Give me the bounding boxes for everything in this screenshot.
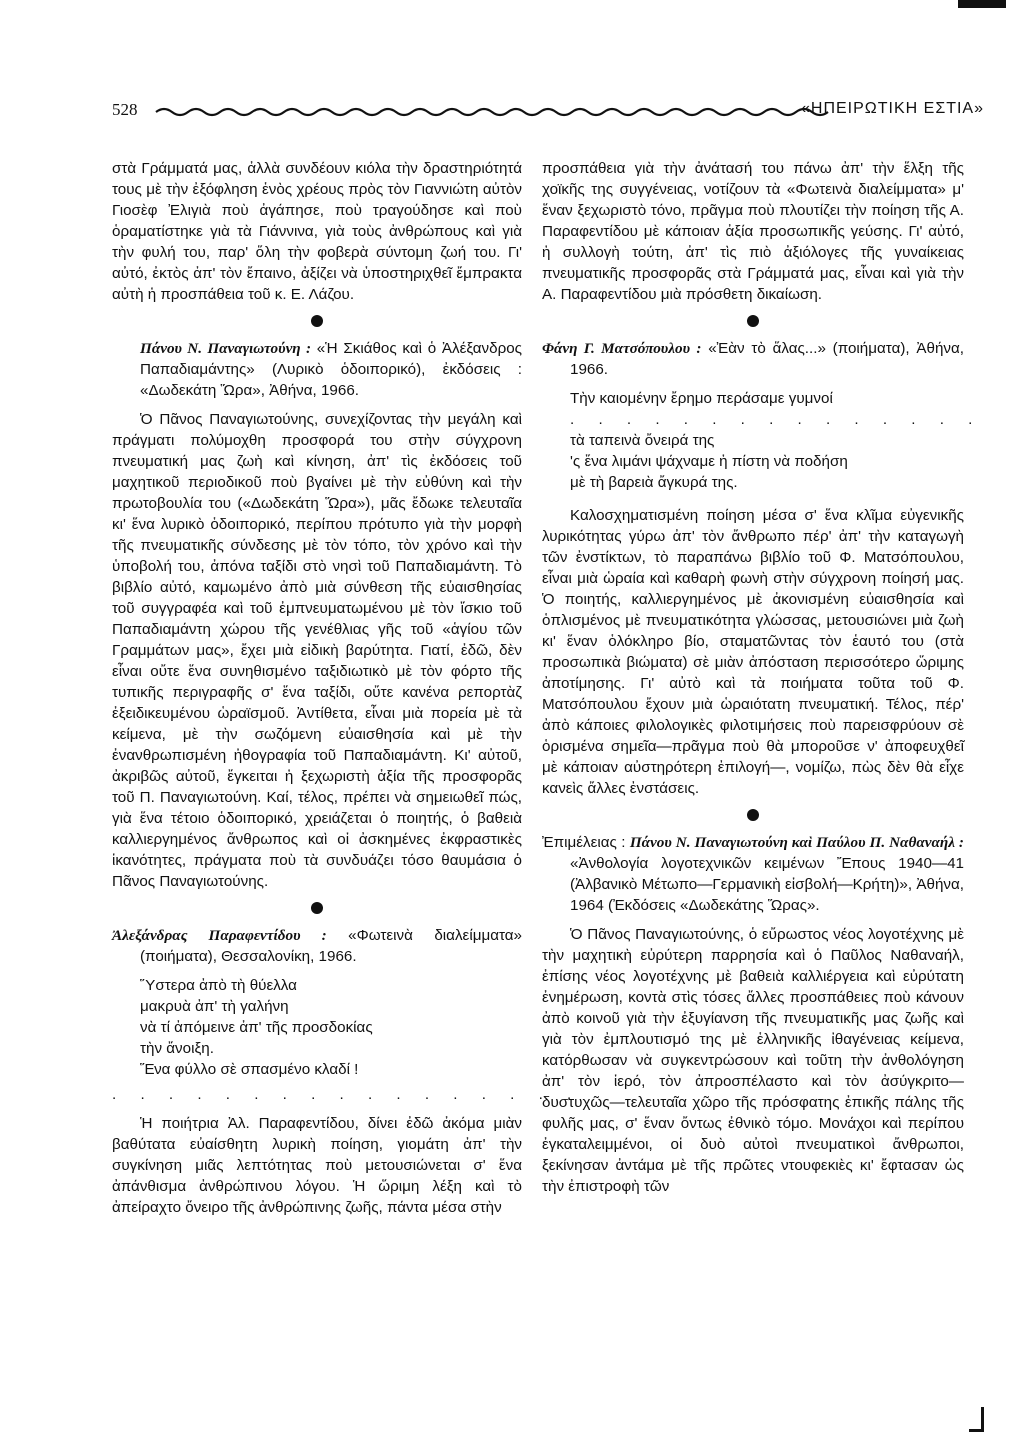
review-author: Φάνη Γ. Ματσόπουλου : [542, 340, 702, 357]
section-bullet [747, 809, 759, 821]
review-title: «Φωτεινὰ διαλείμματα» (ποιήματα), Θεσσαλονίκη, 1966. [140, 927, 522, 965]
review-heading [112, 925, 522, 967]
journal-title: «ΗΠΕΙΡΩΤΙΚΗ ΕΣΤΙΑ» [801, 100, 984, 117]
bottom-scan-mark [969, 1407, 984, 1432]
ellipsis-row: . . . . . . . . . . . . . . . . . [112, 1086, 582, 1103]
poem-line: μακρυὰ ἀπ' τὴ γαλήνη [140, 998, 289, 1015]
review-author: Πάνου Ν. Παναγιωτούνη καὶ Παύλου Π. Ναθαναήλ : [629, 834, 964, 851]
poem-line: 'ς ἕνα λιμάνι ψάχναμε ἡ πίστη νὰ ποδήση [570, 453, 848, 470]
review-title: «Ἀνθολογία λογοτεχνικῶν κειμένων Ἔπους 1940—41 (Ἀλβανικὸ Μέτωπο—Γερμανικὴ εἰσβολή—Κρήτη)», Ἀθήνα, 1964 (Ἐκδόσεις «Δωδεκάτης Ὥρας». [570, 855, 964, 914]
section-bullet [311, 902, 323, 914]
corner-scan-mark [958, 0, 1006, 8]
review-title: «Ἐὰν τὸ ἅλας...» (ποιήματα), Ἀθήνα, 1966. [570, 340, 964, 378]
review-heading [542, 832, 964, 916]
review-body: Ἡ ποιήτρια Ἀλ. Παραφεντίδου, δίνει ἐδῶ ἀκόμα μιὰν βαθύτατα εὐαίσθητη λυρικὴ ποίηση, γιομάτη ἀπ' τὴν συγκίνηση μιᾶς λεπτότητας ποὺ μετουσιώνεται σ' ἕνα ἀπάνθισμα ἀνθρώπινου λόγου. Ἡ ὥριμη λέξη καὶ τὸ ἀπείραχτο ὄνειρο τῆς ἀνθρώπινης ζωῆς, πάντα μέσα στὴν [112, 1115, 522, 1216]
poem-excerpt [570, 388, 983, 493]
poem-line: Τὴν καιομένην ἔρημο περάσαμε γυμνοί [570, 390, 833, 407]
section-bullet [747, 315, 759, 327]
review-heading [112, 338, 522, 401]
poem-line: νὰ τί ἀπόμεινε ἀπ' τῆς προσδοκίας [140, 1019, 373, 1036]
review-body: Ὁ Πᾶνος Παναγιωτούνης, ὁ εὔρωστος νέος λογοτέχνης μὲ τὴν μαχητικὴ εὐρύτερη παρρησία καὶ ὁ Παῦλος Ναθαναήλ, ἐπίσης νέος λογοτέχνης μὲ βαθειὰ καλλιέργεια καὶ εὐρύτατη ἐνημέρωση, κοντὰ στὶς τόσες ἄλλες προσπάθειες ποὺ κάνουν ἀπὸ κοινοῦ γιὰ τὴν ἐξυγίανση τῆς πνευματικῆς μας ζωῆς καὶ γιὰ τὸν ἐμπλουτισμό της μὲ ἑλληνικῆς ἰθαγένειας κείμενα, κατόρθωσαν νὰ συγκεντρώσουν καὶ τοῦτη τὴν ἀνθολόγηση ἀπ' τὸν ἱερό, τὸν ἀπροσπέλαστο καὶ τὸν ἀσύγκριτο—δυστυχῶς—τελευταῖα χῶρο τῆς πρόσφατης ἐπικῆς πάλης τῆς φυλῆς μας, σ' ἕναν ὄντως ἐθνικὸ τόμο. Μονάχοι καὶ περίπου ἐγκαταλειμμένοι, οἱ δυὸ αὐτοὶ πνευματικοὶ ἄνθρωποι, ξεκίνησαν ἀντάμα μὲ τῆς πρῶτες ντουφεκιὲς κι' ἔφτασαν ὡς τὴν ἐπιστροφὴ τῶν [542, 926, 964, 1195]
poem-line: Ἕνα φύλλο σὲ σπασμένο κλαδί ! [140, 1061, 359, 1078]
right-column [542, 158, 983, 1197]
continued-paragraph: προσπάθεια γιὰ τὴν ἀνάτασή του πάνω ἀπ' τὴν ἕλξη τῆς χοϊκῆς της συγγένειας, νοτίζουν τὰ «Φωτεινὰ διαλείμματα» μ' ἕναν ξεχωριστὸ τόνο, πρᾶγμα ποὺ πλουτίζει τὴν ποίηση τῆς Α. Παραφεντίδου μὲ κάποιαν ἀξία προσωπικῆς γεύσης. Γι' αὐτό, ἡ συλλογὴ τούτη, ἀπ' τὶς πιὸ ἀξιόλογες τῆς γυναίκειας πνευματικῆς προσφορᾶς στὰ Γράμματά μας, εἶναι καὶ γιὰ τὴν Α. Παραφεντίδου μιὰ πρόσθετη δικαίωση. [542, 160, 964, 303]
review-title: «Ἡ Σκιάθος καὶ ὁ Ἀλέξανδρος Παπαδιαμάντης» (Λυρικὸ ὁδοιπορικό), ἐκδόσεις : «Δωδεκάτη Ὥρα», Ἀθήνα, 1966. [140, 340, 522, 399]
poem-line: τὰ ταπεινὰ ὄνειρά της [570, 432, 715, 449]
review-body: Καλοσχηματισμένη ποίηση μέσα σ' ἕνα κλῖμα εὐγενικῆς λυρικότητας γύρω ἀπ' τὸν ἄνθρωπο πέρ' ἀπ' τὴν καταγωγὴ τῶν ἐνστίκτων, τὸ παραπάνω βιβλίο τοῦ Φ. Ματσόπουλου, εἶναι μιὰ ὡραία καὶ καθαρὴ φωνὴ στὴν σύγχρονη ποίησή μας. Ὁ ποιητής, καλλιεργημένος μὲ ἀκονισμένη εὐαισθησία καὶ ὁπλισμένος μὲ πνευματικότητα γλώσσας, μετουσιώνει μιὰ ζωὴ κι' ἕναν ὁλόκληρο βίο, σταματῶντας τὸν ἑαυτό του (στὰ προσωπικὰ βιώματα) σὲ μιὰν ἀπόσταση περισσότερο ὥριμης ἀποτίμησης. Γι' αὐτὸ καὶ τὰ ποιήματα τοῦτα τοῦ Φ. Ματσόπουλου ἔχουν μιὰ ὡραιότατη πνευματική. Τέλος, πέρ' ἀπὸ κάποιες φιλολογικὲς φιλοτιμήσεις ποὺ παρεισφρύουν σὲ ὁρισμένα σημεῖα—πρᾶγμα ποὺ θὰ μποροῦσε ν' ἀποφευχθεῖ μὲ κάποιαν αὐστηρότερη ἐπιλογή—, νομίζω, πὼς δὲν θὰ εἶχε κανεὶς ἄλλες ἐνστάσεις. [542, 507, 964, 797]
review-heading [542, 338, 964, 380]
left-column [112, 158, 582, 1218]
poem-line: μὲ τὴ βαρειὰ ἄγκυρά της. [570, 474, 738, 491]
section-bullet [311, 315, 323, 327]
page-header [112, 100, 984, 126]
editor-label: Ἐπιμέλειας : [542, 834, 626, 851]
review-author: Ἀλεξάνδρας Παραφεντίδου : [112, 927, 327, 944]
poem-excerpt [140, 975, 522, 1080]
header-wave-rule [156, 104, 836, 120]
poem-line: Ὕστερα ἀπὸ τὴ θύελλα [140, 977, 297, 994]
review-author: Πάνου Ν. Παναγιωτούνη : [140, 340, 311, 357]
ellipsis-row: . . . . . . . . . . . . . . . [570, 411, 983, 428]
page-number: 528 [112, 100, 138, 119]
poem-line: τὴν ἄνοιξη. [140, 1040, 214, 1057]
intro-paragraph: στὰ Γράμματά μας, ἀλλὰ συνδέουν κιόλα τὴν δραστηριότητά τους μὲ τὴν ἐξόφληση ἑνὸς χρέους πρὸς τὸν Γιαννιώτη αὐτὸν Γιοσὲφ Ἐλιγιὰ ποὺ ἀγάπησε, ποὺ τραγούδησε καὶ ποὺ ὁραματίστηκε γιὰ τὰ Γιάννινα, γιὰ τοὺς ἀνθρώπους καὶ γιὰ τὴν φυλή του, παρ' ὅλη τὴν φοβερὰ σύντομη ζωή του. Γι' αὐτό, ἐκτὸς ἀπ' τὸν ἔπαινο, ἀξίζει νὰ ὑποστηριχθεῖ ἔμπρακτα αὐτὴ ἡ προσπάθεια τοῦ κ. Ε. Λάζου. [112, 160, 522, 303]
review-body: Ὁ Πᾶνος Παναγιωτούνης, συνεχίζοντας τὴν μεγάλη καὶ πράγματι πολύμοχθη προσφορά του στὴν σύγχρονη πνευματική μας ζωὴ καὶ κίνηση, ἀπ' τὶς ἐκδόσεις τοῦ μαχητικοῦ περιοδικοῦ ποὺ βγαίνει μὲ τὴν εὐθύνη καὶ τὴν πρωτοβουλία του («Δωδεκάτη Ὥρα»), μᾶς ἔδωκε τελευταῖα κι' ἕνα λυρικὸ ὁδοιπορικό, περίπου πρότυπο γιὰ τὴν μορφὴ τῆς πνευματικῆς σύνδεσης μὲ τὸν τόπο, τὸν χρόνο καὶ τὴν ὑποβολή του, ἀπόνα ταξίδι στὸ νησὶ τοῦ Παπαδιαμάντη. Τὸ βιβλίο αὐτό, καμωμένο ἀπὸ μιὰ σύνθεση τῆς εὐαισθησίας τοῦ συγγραφέα καὶ τοῦ ἐμπνευματωμένου μὲ τὸν ἴσκιο τοῦ Παπαδιαμάντη χώρου τῆς γενέθλιας γῆς τοῦ «ἁγίου τῶν Γραμμάτων μας», ἔχει μιὰ εἰδικὴ βαρύτητα. Γιατί, ἐδῶ, δὲν εἶναι οὔτε ἕνα συνηθισμένο ταξιδιωτικὸ μὲ τὸν φόρτο τῆς τυπικῆς περιγραφῆς σ' ἕνα ταξίδι, οὔτε κανένα ρεπορτὰζ ἐξειδικευμένου ὡραϊσμοῦ. Ἀντίθετα, εἶναι μιὰ πορεία μὲ τὰ κείμενα, μὲ τὴν σωζόμενη εὐαισθησία καὶ μὲ τὴν ἐνανθρωπισμένη ἠθογραφία τοῦ Παπαδιαμάντη. Κι' αὐτοῦ, ἀκριβῶς αὐτοῦ, ἔγκειται ἡ ξεχωριστὴ ἀξία τῆς προσφορᾶς τοῦ Π. Παναγιωτούνη. Καί, τέλος, πρέπει νὰ σημειωθεῖ πώς, γιὰ ἕνα τέτοιο ὁδοιπορικό, χρειάζεται ὁ ποιητής, ὁ βαθειὰ καλλιεργημένος ἄνθρωπος καὶ οἱ ἀσκημένες ἐκφραστικὲς ἱκανότητες, πράγματα ποὺ τὰ συνδυάζει τόσο θαυμάσια ὁ Πᾶνος Παναγιωτούνης. [112, 411, 522, 890]
